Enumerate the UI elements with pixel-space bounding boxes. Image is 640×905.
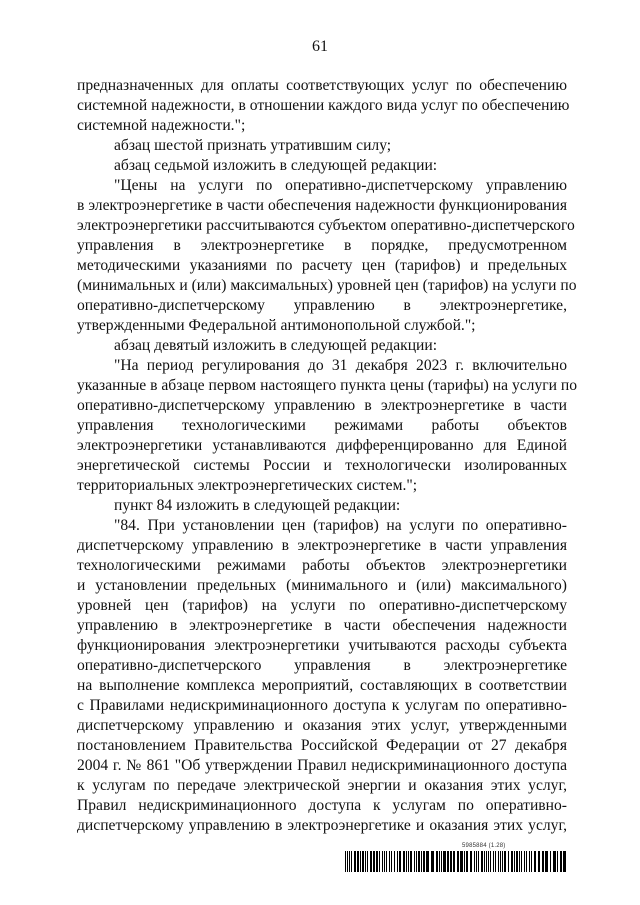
barcode-bar — [457, 851, 459, 872]
text-line: управления в электроэнергетике в порядке, предусмотренном — [77, 237, 567, 254]
barcode-bar — [478, 851, 479, 872]
barcode-bar — [365, 851, 366, 872]
barcode-bar — [466, 851, 468, 872]
text-line: Правил недискриминационного доступа к услугам по оперативно- — [77, 797, 567, 814]
barcode-bar — [391, 851, 392, 872]
text-line: "Цены на услуги по оперативно-диспетчерскому управлению — [114, 177, 567, 194]
barcode-bar — [403, 851, 405, 872]
barcode-bar — [550, 851, 551, 872]
text-line: диспетчерскому управлению в электроэнергетике в части управления — [77, 537, 567, 554]
barcode-bar — [410, 851, 412, 872]
barcode-bar — [514, 851, 515, 872]
text-line: к услугам по передаче электрической энергии и оказания этих услуг, — [77, 777, 567, 794]
text-line: (минимальных и (или) максимальных) уровней цен (тарифов) на услуги по — [77, 277, 577, 294]
barcode-bar — [504, 851, 506, 872]
barcode-bar — [416, 851, 417, 872]
barcode-bar — [524, 851, 525, 872]
barcode-bar — [418, 851, 420, 872]
text-line: абзац девятый изложить в следующей редакции: — [114, 337, 438, 354]
barcode-bar — [362, 851, 364, 872]
barcode-bar — [436, 851, 438, 872]
barcode-bar — [389, 851, 390, 872]
barcode-bar — [384, 851, 385, 872]
barcode-bar — [453, 851, 455, 872]
text-line: системной надежности, в отношении каждого вида услуг по обеспечению — [77, 97, 570, 114]
barcode-bar — [563, 851, 566, 872]
barcode-bar — [545, 851, 548, 872]
text-line: "84. При установлении цен (тарифов) на услуги по оперативно- — [114, 517, 567, 534]
text-line: с Правилами недискриминационного доступа к услугам по оперативно- — [77, 697, 567, 714]
barcode-bar — [443, 851, 446, 872]
barcode-bar — [376, 851, 378, 872]
text-line: оперативно-диспетчерскому управлению в электроэнергетике, — [77, 297, 567, 314]
text-line: диспетчерскому управлению и оказания этих услуг, утвержденными — [77, 717, 567, 734]
text-line: технологическими режимами работы объектов электроэнергетики — [77, 557, 567, 574]
barcode-bar — [357, 851, 359, 872]
barcode-bar — [498, 851, 499, 872]
text-line: системной надежности."; — [77, 117, 246, 134]
barcode-bar — [408, 851, 409, 872]
barcode-bar — [379, 851, 380, 872]
barcode-bar — [406, 851, 407, 872]
text-line: территориальных электроэнергетических систем."; — [77, 477, 418, 494]
barcode-bar — [470, 851, 472, 872]
text-line: оперативно-диспетчерскому управлению в электроэнергетике в части — [77, 397, 567, 414]
text-line: оперативно-диспетчерского управления в электроэнергетике — [77, 657, 567, 674]
barcode-bar — [351, 851, 352, 872]
text-line: предназначенных для оплаты соответствующих услуг по обеспечению — [77, 77, 567, 94]
barcode-bar — [538, 851, 540, 872]
text-line: электроэнергетики устанавливаются дифференцированно для Единой — [77, 437, 567, 454]
barcode-bar — [441, 851, 442, 872]
text-line: постановлением Правительства Российской Федерации от 27 декабря — [77, 737, 567, 754]
barcode-bar — [367, 851, 368, 872]
barcode-bar — [521, 851, 522, 872]
barcode-bar — [488, 851, 489, 872]
barcode-bar — [500, 851, 501, 872]
barcode-bar — [484, 851, 485, 872]
barcode-bar — [511, 851, 513, 872]
barcode — [345, 851, 567, 872]
text-line: 2004 г. № 861 "Об утверждении Правил недискриминационного доступа — [77, 757, 567, 774]
text-line: в электроэнергетике в части обеспечения надежности функционирования — [77, 197, 567, 214]
barcode-bar — [373, 851, 375, 872]
barcode-bar — [386, 851, 387, 872]
text-line: на выполнение комплекса мероприятий, составляющих в соответствии — [77, 677, 567, 694]
barcode-bar — [476, 851, 477, 872]
barcode-bar — [347, 851, 348, 872]
barcode-bar — [382, 851, 383, 872]
barcode-bar — [481, 851, 483, 872]
barcode-bar — [542, 851, 544, 872]
text-line: и установлении предельных (минимального и (или) максимального) — [77, 577, 567, 594]
barcode-bar — [490, 851, 491, 872]
barcode-bar — [502, 851, 503, 872]
barcode-bar — [495, 851, 496, 872]
barcode-bar — [423, 851, 425, 872]
barcode-bar — [360, 851, 361, 872]
barcode-bar — [534, 851, 536, 872]
barcode-bar — [447, 851, 449, 872]
text-line: уровней цен (тарифов) на услуги по оперативно-диспетчерскому — [77, 597, 567, 614]
barcode-bar — [553, 851, 556, 872]
barcode-bar — [508, 851, 509, 872]
barcode-bar — [431, 851, 434, 872]
barcode-bar — [439, 851, 440, 872]
text-line: диспетчерскому управлению в электроэнергетике и оказания этих услуг, — [77, 817, 567, 834]
text-line: утвержденными Федеральной антимонопольной службой."; — [77, 317, 476, 334]
barcode-bar — [460, 851, 463, 872]
text-line: указанные в абзаце первом настоящего пункта цены (тарифы) на услуги по — [77, 377, 578, 394]
barcode-bar — [399, 851, 401, 872]
barcode-bar — [426, 851, 429, 872]
barcode-bar — [354, 851, 356, 872]
barcode-bar — [531, 851, 532, 872]
barcode-bar — [474, 851, 475, 872]
barcode-bar — [529, 851, 530, 872]
barcode-bar — [526, 851, 527, 872]
barcode-bar — [345, 851, 346, 872]
text-line: электроэнергетики рассчитываются субъектом оперативно-диспетчерского — [77, 217, 575, 234]
barcode-bar — [557, 851, 558, 872]
barcode-bar — [414, 851, 415, 872]
text-line: пункт 84 изложить в следующей редакции: — [114, 497, 401, 514]
barcode-bar — [560, 851, 562, 872]
barcode-bar — [397, 851, 398, 872]
text-line: абзац седьмой изложить в следующей редакции: — [114, 157, 438, 174]
barcode-bar — [421, 851, 422, 872]
barcode-bar — [349, 851, 350, 872]
barcode-bar — [464, 851, 465, 872]
barcode-bar — [370, 851, 372, 872]
text-line: абзац шестой признать утратившим силу; — [114, 137, 392, 154]
barcode-bar — [493, 851, 494, 872]
document-code: 5985884 (1.28) — [462, 843, 506, 849]
barcode-bar — [394, 851, 395, 872]
text-line: методическими указаниями по расчету цен (тарифов) и предельных — [77, 257, 567, 274]
barcode-bar — [450, 851, 452, 872]
barcode-bar — [516, 851, 518, 872]
barcode-bar — [519, 851, 520, 872]
text-line: "На период регулирования до 31 декабря 2023 г. включительно — [114, 357, 567, 374]
document-body — [77, 76, 578, 836]
text-line: управления технологическими режимами работы объектов — [77, 417, 567, 434]
page-number: 61 — [312, 38, 328, 55]
text-line: функционирования электроэнергетики учитываются расходы субъекта — [77, 637, 567, 654]
text-line: энергетической системы России и технологически изолированных — [77, 457, 567, 474]
barcode-bar — [486, 851, 487, 872]
text-line: управлению в электроэнергетике в части обеспечения надежности — [77, 617, 567, 634]
